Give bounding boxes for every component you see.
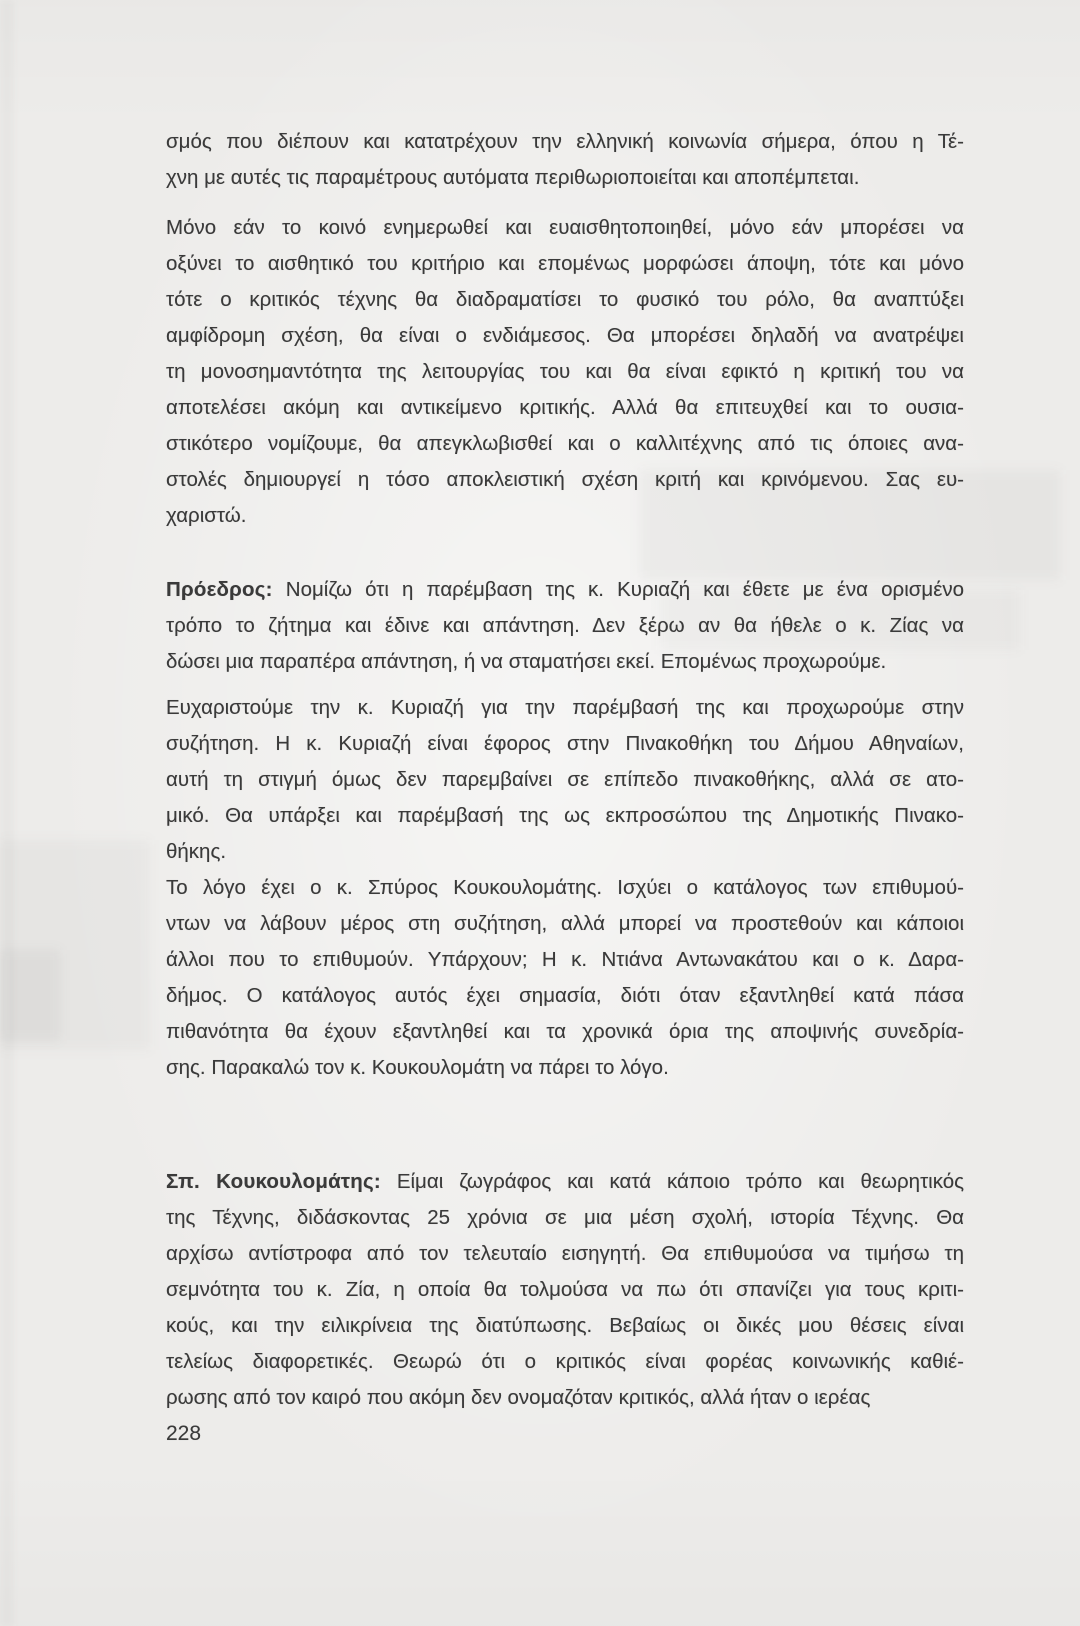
- text-line: θήκης.: [166, 840, 227, 863]
- text-line: Σπ. Κουκουλομάτης: Είμαι ζωγράφος και κατά κάποιο τρόπο και θεωρητικός: [166, 1170, 964, 1193]
- text-line: άλλοι που το επιθυμούν. Υπάρχουν; Η κ. Ντιάνα Αντωνακάτου και ο κ. Δαρα-: [166, 948, 964, 971]
- text-line: δώσει μια παραπέρα απάντηση, ή να σταματήσει εκεί. Επομένως προχωρούμε.: [166, 650, 887, 673]
- scan-artifact: [0, 950, 60, 1040]
- text-line: τρόπο το ζήτημα και έδινε και απάντηση. Δεν ξέρω αν θα ήθελε ο κ. Ζίας να: [166, 614, 964, 637]
- text-line: Πρόεδρος: Νομίζω ότι η παρέμβαση της κ. Κυριαζή και έθετε με ένα ορισμένο: [166, 578, 964, 601]
- text-line: κούς, και την ειλικρίνεια της διατύπωσης. Βεβαίως οι δικές μου θέσεις είναι: [166, 1314, 964, 1337]
- speaker-name: Πρόεδρος:: [166, 578, 273, 601]
- body-paragraph: [166, 690, 964, 870]
- text-line: ρωσης από τον καιρό που ακόμη δεν ονομαζόταν κριτικός, αλλά ήταν ο ιερέας: [166, 1386, 871, 1409]
- text-line: της Τέχνης, διδάσκοντας 25 χρόνια σε μια μέση σχολή, ιστορία Τέχνης. Θα: [166, 1206, 964, 1229]
- text-line: αμφίδρομη σχέση, θα είναι ο ενδιάμεσος. Θα μπορέσει δηλαδή να ανατρέψει: [166, 324, 964, 347]
- text-line: δήμος. Ο κατάλογος αυτός έχει σημασία, διότι όταν εξαντληθεί κατά πάσα: [166, 984, 964, 1007]
- text-line: πιθανότητα θα έχουν εξαντληθεί και τα χρονικά όρια της αποψινής συνεδρία-: [166, 1020, 964, 1043]
- body-paragraph: [166, 124, 964, 196]
- speech-paragraph: [166, 1164, 964, 1416]
- text-line: συζήτηση. Η κ. Κυριαζή είναι έφορος στην Πινακοθήκη του Δήμου Αθηναίων,: [166, 732, 964, 755]
- body-paragraph: [166, 210, 964, 534]
- text-column: [166, 124, 964, 1416]
- text-line: σης. Παρακαλώ τον κ. Κουκουλομάτη να πάρει το λόγο.: [166, 1056, 669, 1079]
- text-line: Ευχαριστούμε την κ. Κυριαζή για την παρέμβασή της και προχωρούμε στην: [166, 696, 964, 719]
- text-line: μικό. Θα υπάρξει και παρέμβασή της ως εκπροσώπου της Δημοτικής Πινακο-: [166, 804, 964, 827]
- text-line: οξύνει το αισθητικό του κριτήριο και επομένως μορφώσει άποψη, τότε και μόνο: [166, 252, 964, 275]
- text-line: τελείως διαφορετικές. Θεωρώ ότι ο κριτικός είναι φορέας κοινωνικής καθιέ-: [166, 1350, 964, 1373]
- text-line: χνη με αυτές τις παραμέτρους αυτόματα περιθωριοποιείται και αποπέμπεται.: [166, 166, 860, 189]
- text-line: αυτή τη στιγμή όμως δεν παρεμβαίνει σε επίπεδο πινακοθήκης, αλλά σε ατο-: [166, 768, 964, 791]
- speaker-name: Σπ. Κουκουλομάτης:: [166, 1170, 381, 1193]
- page-number: 228: [166, 1422, 202, 1445]
- text-line: αποτελέσει ακόμη και αντικείμενο κριτικής. Αλλά θα επιτευχθεί και το ουσια-: [166, 396, 964, 419]
- text-line: χαριστώ.: [166, 504, 247, 527]
- text-line: στικότερο νομίζουμε, θα απεγκλωβισθεί και ο καλλιτέχνης από τις όποιες ανα-: [166, 432, 964, 455]
- text-line: ντων να λάβουν μέρος στη συζήτηση, αλλά μπορεί να προστεθούν και κάποιοι: [166, 912, 964, 935]
- body-paragraph: [166, 870, 964, 1086]
- text-line: σμός που διέπουν και κατατρέχουν την ελληνική κοινωνία σήμερα, όπου η Τέ-: [166, 130, 964, 153]
- scan-artifact: [0, 0, 14, 1626]
- text-line: σεμνότητα του κ. Ζία, η οποία θα τολμούσα να πω ότι σπανίζει για τους κριτι-: [166, 1278, 964, 1301]
- text-line: στολές δημιουργεί η τόσο αποκλειστική σχέση κριτή και κρινόμενου. Σας ευ-: [166, 468, 964, 491]
- text-line: τη μονοσημαντότητα της λειτουργίας του και θα είναι εφικτό η κριτική του να: [166, 360, 964, 383]
- text-line: Μόνο εάν το κοινό ενημερωθεί και ευαισθητοποιηθεί, μόνο εάν μπορέσει να: [166, 216, 964, 239]
- text-line: αρχίσω αντίστροφα από τον τελευταίο εισηγητή. Θα επιθυμούσα να τιμήσω τη: [166, 1242, 964, 1265]
- scan-artifact: [0, 840, 150, 1050]
- text-line: Το λόγο έχει ο κ. Σπύρος Κουκουλομάτης. Ισχύει ο κατάλογος των επιθυμού-: [166, 876, 964, 899]
- text-line: τότε ο κριτικός τέχνης θα διαδραματίσει το φυσικό του ρόλο, θα αναπτύξει: [166, 288, 964, 311]
- speech-paragraph: [166, 572, 964, 680]
